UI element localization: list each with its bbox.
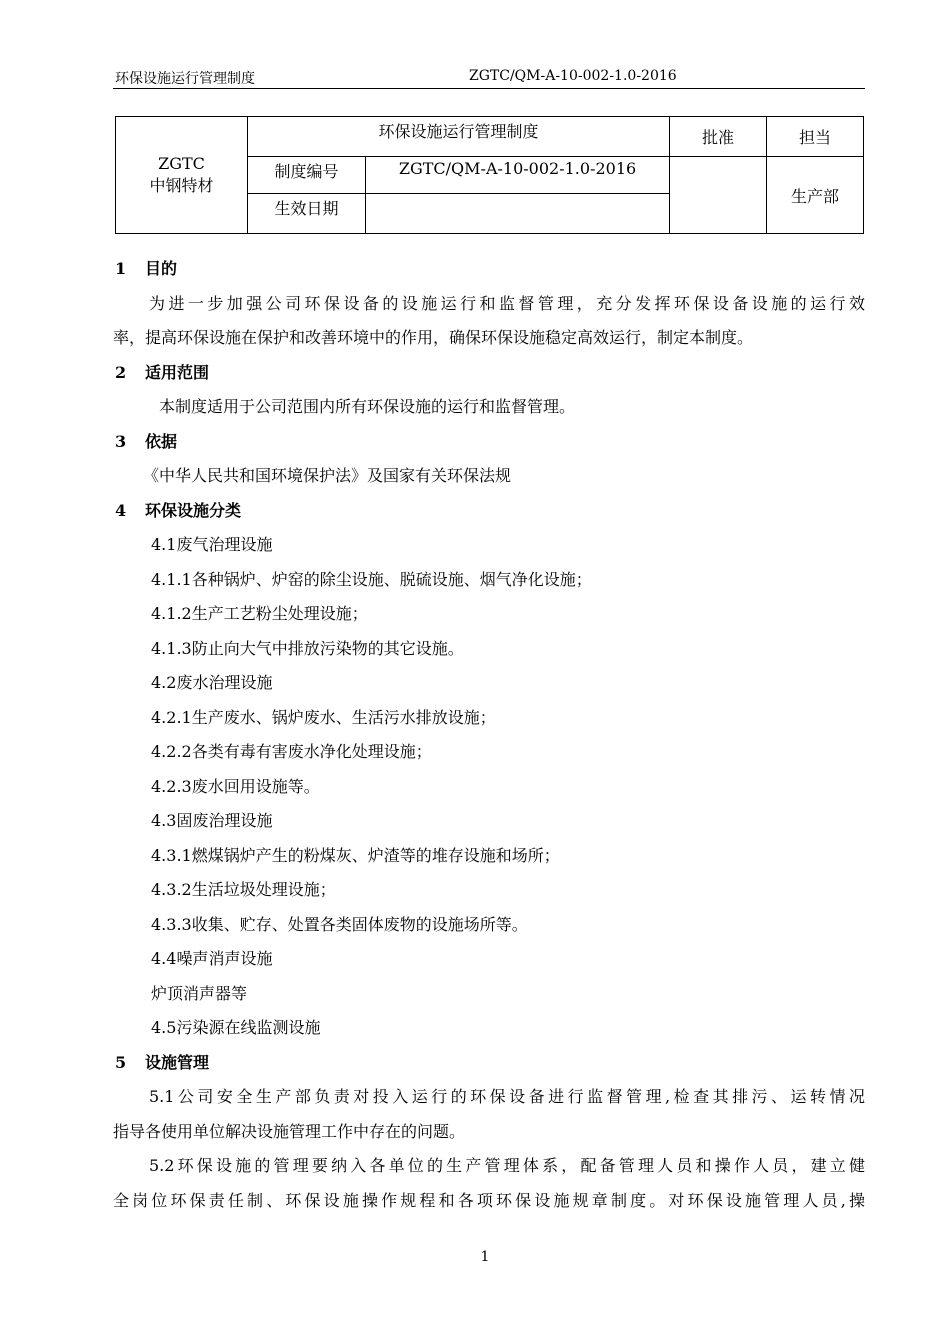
code-label: 制度编号 (248, 157, 366, 194)
approve-value (670, 157, 767, 234)
paragraph-line: 《中华人民共和国环境保护法》及国家有关环保法规 (143, 466, 512, 485)
section-heading-4: 4 环保设施分类 (115, 500, 242, 520)
date-value (366, 194, 670, 234)
date-label: 生效日期 (248, 194, 366, 234)
owner-label: 担当 (767, 117, 864, 157)
owner-value: 生产部 (767, 157, 864, 234)
approve-label: 批准 (670, 117, 767, 157)
section-heading-3: 3 依据 (115, 431, 178, 451)
company-name: 中钢特材 (149, 176, 214, 195)
list-item: 4.1.2生产工艺粉尘处理设施； (151, 604, 368, 623)
paragraph-line: 指导各使用单位解决设施管理工作中存在的问题。 (113, 1121, 466, 1141)
paragraph-line: 5.1公司安全生产部负责对投入运行的环保设备进行监督管理,检查其排污、运转情况 (149, 1087, 865, 1106)
list-item: 4.1.1各种锅炉、炉窑的除尘设施、脱硫设施、烟气净化设施； (151, 569, 592, 589)
paragraph-line: 5.2环保设施的管理要纳入各单位的生产管理体系，配备管理人员和操作人员，建立健 (149, 1156, 865, 1175)
list-item: 4.3固废治理设施 (151, 811, 273, 830)
header-title: 环保设施运行管理制度 (115, 71, 255, 87)
list-item: 4.2.1生产废水、锅炉废水、生活污水排放设施； (151, 707, 496, 727)
list-item: 4.5污染源在线监测设施 (151, 1018, 321, 1037)
list-item: 炉顶消声器等 (151, 983, 248, 1003)
doc-title-cell: 环保设施运行管理制度 (248, 117, 670, 157)
list-item: 4.4噪声消声设施 (151, 949, 273, 968)
list-item: 4.1.3防止向大气中排放污染物的其它设施。 (151, 638, 464, 658)
paragraph-line: 全岗位环保责任制、环保设施操作规程和各项环保设施规章制度。对环保设施管理人员,操 (113, 1190, 865, 1210)
company-abbr: ZGTC (158, 154, 205, 173)
list-item: 4.3.3收集、贮存、处置各类固体废物的设施场所等。 (151, 914, 528, 934)
list-item: 4.3.1燃煤锅炉产生的粉煤灰、炉渣等的堆存设施和场所； (151, 845, 560, 865)
section-heading-5: 5 设施管理 (115, 1052, 210, 1072)
code-value: ZGTC/QM-A-10-002-1.0-2016 (366, 157, 670, 194)
running-header (113, 66, 865, 89)
section-heading-1: 1 目的 (115, 259, 178, 278)
document-body (113, 252, 865, 1218)
list-item: 4.3.2生活垃圾处理设施； (151, 880, 336, 899)
list-item: 4.2.2各类有毒有害废水净化处理设施； (151, 742, 432, 761)
list-item: 4.2.3废水回用设施等。 (151, 776, 320, 796)
paragraph-line: 本制度适用于公司范围内所有环保设施的运行和监督管理。 (159, 397, 576, 416)
header-doc-code: ZGTC/QM-A-10-002-1.0-2016 (469, 68, 677, 84)
paragraph-line: 为进一步加强公司环保设备的设施运行和监督管理，充分发挥环保设备设施的运行效 (149, 293, 865, 313)
company-cell (116, 117, 248, 234)
document-info-table (115, 116, 864, 234)
list-item: 4.2废水治理设施 (151, 673, 273, 692)
section-heading-2: 2 适用范围 (115, 362, 210, 382)
list-item: 4.1废气治理设施 (151, 535, 273, 554)
paragraph-line: 率，提高环保设施在保护和改善环境中的作用，确保环保设施稳定高效运行，制定本制度。 (113, 328, 754, 347)
page-number: 1 (480, 1249, 490, 1265)
